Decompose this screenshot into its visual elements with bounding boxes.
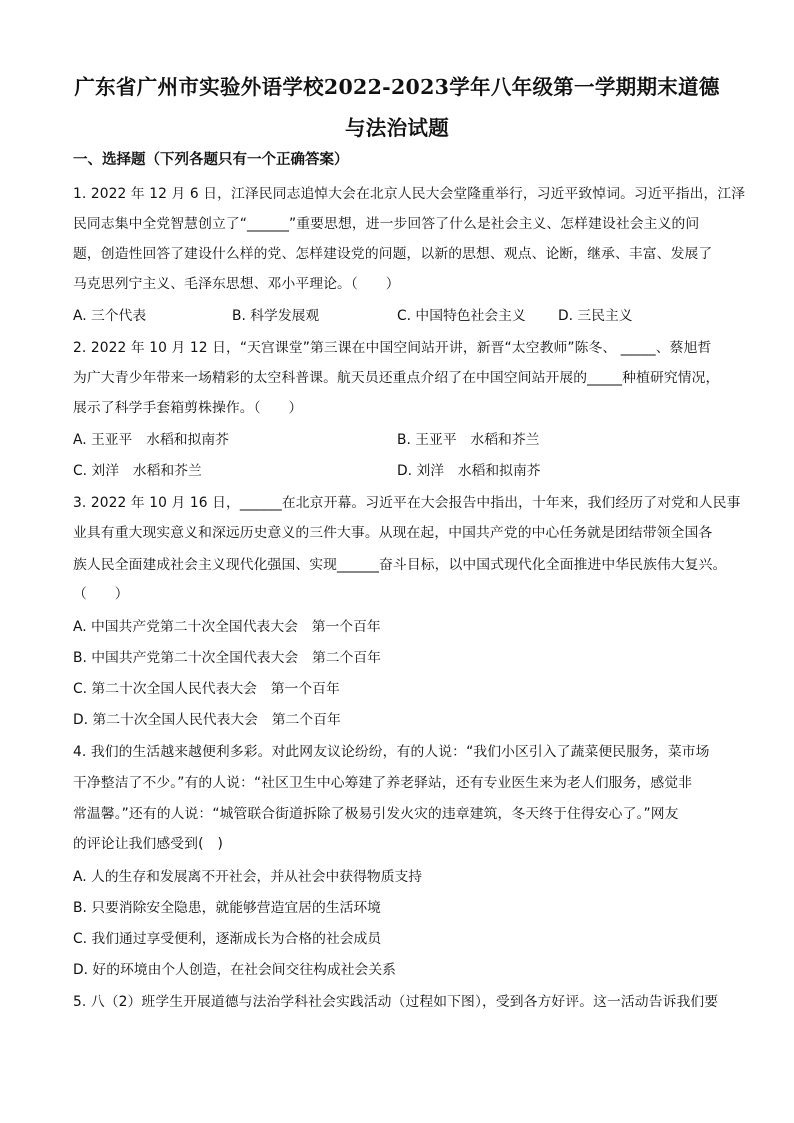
- question-3-line-4: （ ）: [73, 586, 129, 602]
- question-3-line-2: 业具有重大现实意义和深远历史意义的三件大事。从现在起，中国共产党的中心任务就是团结带领全国各: [73, 525, 713, 541]
- question-2-line-2: 为广大青少年带来一场精彩的太空科普课。航天员还重点介绍了在中国空间站开展的_____种植研究情况，: [73, 370, 720, 386]
- question-2-option-a: A. 王亚平 水稻和拟南芥: [73, 432, 229, 448]
- page-title-line1: 广东省广州市实验外语学校2022-2023学年八年级第一学期期末道德: [74, 75, 720, 99]
- question-4-line-2: 干净整洁了不少。”有的人说：“社区卫生中心筹建了养老驿站，还有专业医生来为老人们服务，感觉非: [73, 775, 693, 791]
- question-1-line-1: 1. 2022 年 12 月 6 日，江泽民同志追悼大会在北京人民大会堂隆重举行，习近平致悼词。习近平指出，江泽: [73, 186, 746, 202]
- question-1-option-d: D. 三民主义: [558, 308, 633, 324]
- question-4-line-3: 常温馨。”还有的人说：“城管联合街道拆除了极易引发火灾的违章建筑，冬天终于住得安心了。”网友: [73, 806, 679, 822]
- question-4-option-d: D. 好的环境由个人创造，在社会间交往构成社会关系: [73, 962, 396, 978]
- question-1-line-3: 题，创造性回答了建设什么样的党、怎样建设党的问题，以新的思想、观点、论断，继承、丰富、发展了: [73, 246, 713, 262]
- question-4-line-4: 的评论让我们感受到( ): [73, 836, 223, 852]
- question-3-option-d: D. 第二十次全国人民代表大会 第二个百年: [73, 712, 341, 728]
- question-2-line-1: 2. 2022 年 10 月 12 日，“天宫课堂”第三课在中国空间站开讲，新晋“太空教师”陈冬、 _____、蔡旭哲: [73, 340, 712, 356]
- question-1-option-a: A. 三个代表: [73, 308, 147, 324]
- question-3-line-1: 3. 2022 年 10 月 16 日，______在北京开幕。习近平在大会报告中指出，十年来，我们经历了对党和人民事: [73, 495, 741, 511]
- question-1-option-c: C. 中国特色社会主义: [397, 308, 526, 324]
- question-2-option-d: D. 刘洋 水稻和拟南芥: [397, 463, 541, 479]
- question-4-line-1: 4. 我们的生活越来越便利多彩。对此网友议论纷纷，有的人说：“我们小区引入了蔬菜便民服务，菜市场: [73, 744, 710, 760]
- question-4-option-b: B. 只要消除安全隐患，就能够营造宜居的生活环境: [73, 900, 381, 916]
- section-heading: 一、选择题（下列各题只有一个正确答案）: [73, 152, 349, 168]
- question-2-line-3: 展示了科学手套箱剪株操作。（ ）: [73, 400, 303, 416]
- question-1-line-2: 民同志集中全党智慧创立了“______”重要思想，进一步回答了什么是社会主义、怎样建设社会主义的问: [73, 216, 700, 232]
- question-3-option-c: C. 第二十次全国人民代表大会 第一个百年: [73, 681, 340, 697]
- page-title-line2: 与法治试题: [345, 116, 449, 140]
- question-3-line-3: 族人民全面建成社会主义现代化强国、实现______奋斗目标，以中国式现代化全面推进中华民族伟大复兴。: [73, 557, 727, 573]
- question-4-option-c: C. 我们通过享受便利，逐渐成长为合格的社会成员: [73, 931, 382, 947]
- question-1-option-b: B. 科学发展观: [232, 308, 320, 324]
- question-5-line-1: 5. 八（2）班学生开展道德与法治学科社会实践活动（过程如下图），受到各方好评。这一活动告诉我们要: [73, 994, 719, 1010]
- question-2-option-c: C. 刘洋 水稻和芥兰: [73, 463, 202, 479]
- question-2-option-b: B. 王亚平 水稻和芥兰: [397, 432, 540, 448]
- question-3-option-a: A. 中国共产党第二十次全国代表大会 第一个百年: [73, 619, 381, 635]
- question-4-option-a: A. 人的生存和发展离不开社会，并从社会中获得物质支持: [73, 869, 423, 885]
- question-3-option-b: B. 中国共产党第二十次全国代表大会 第二个百年: [73, 650, 381, 666]
- question-1-line-4: 马克思列宁主义、毛泽东思想、邓小平理论。（ ）: [73, 276, 400, 292]
